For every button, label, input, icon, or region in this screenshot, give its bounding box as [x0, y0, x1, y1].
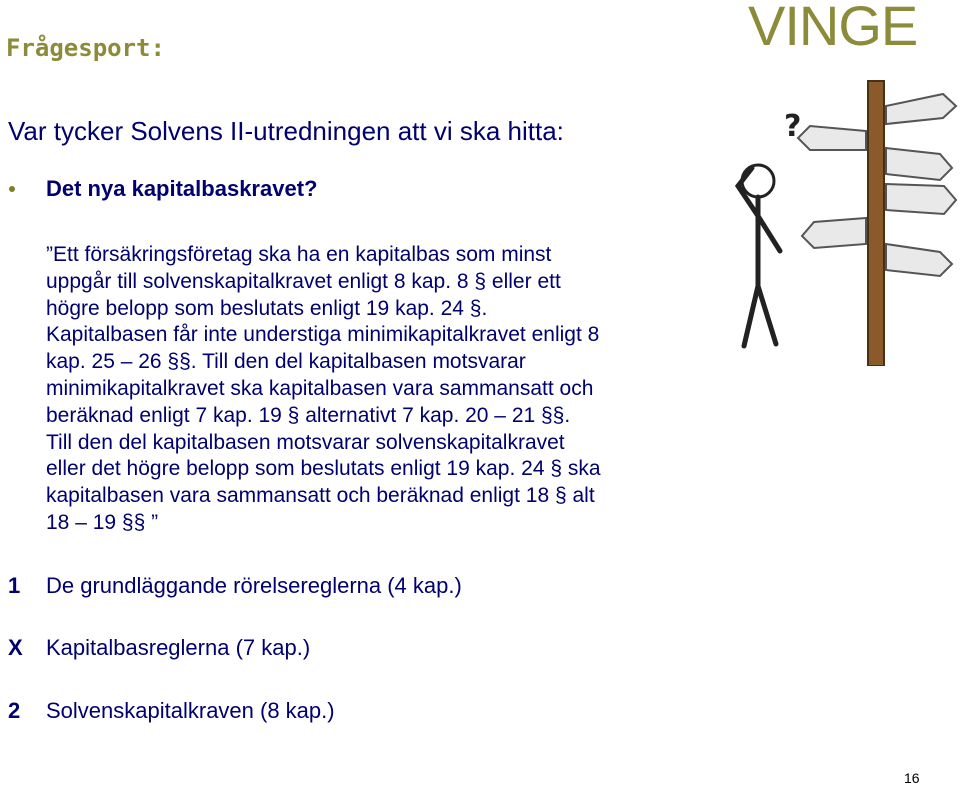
quote-line: ”Ett försäkringsföretag ska ha en kapitalbas som minst	[46, 243, 552, 266]
quote-line: högre belopp som beslutats enligt 19 kap. 24 §.	[46, 296, 488, 320]
svg-text:?: ?	[784, 109, 802, 144]
quote-line: kapitalbasen vara sammansatt och beräknad enligt 18 § alt	[46, 484, 595, 508]
quote-line: eller det högre belopp som beslutats enligt 19 kap. 24 § ska	[46, 457, 601, 481]
slide-title: Frågesport:	[6, 34, 165, 62]
quote-line: Kapitalbasen får inte understiga minimikapitalkravet enligt 8	[46, 323, 600, 347]
quote-block	[46, 242, 701, 537]
vinge-logo: VINGE	[748, 0, 918, 57]
choice-2	[8, 698, 335, 724]
choice-mark: 2	[8, 698, 21, 723]
confused-figure-signpost-illustration	[718, 76, 958, 366]
quote-line: minimikapitalkravet ska kapitalbasen vara sammansatt och	[46, 376, 594, 400]
quote-line: beräknad enligt 7 kap. 19 § alternativt 7 kap. 20 – 21 §§.	[46, 403, 571, 427]
quote-line: uppgår till solvenskapitalkravet enligt 8 kap. 8 § eller ett	[46, 269, 561, 293]
choice-text: De grundläggande rörelsereglerna (4 kap.)	[46, 573, 462, 598]
choice-mark: X	[8, 635, 23, 660]
choice-text: Kapitalbasreglerna (7 kap.)	[46, 635, 311, 660]
choice-x	[8, 635, 310, 661]
quote-line: kap. 25 – 26 §§. Till den del kapitalbasen motsvarar	[46, 350, 526, 374]
quote-line: 18 – 19 §§ ”	[46, 510, 159, 534]
choice-text: Solvenskapitalkraven (8 kap.)	[46, 698, 335, 723]
quote-line: Till den del kapitalbasen motsvarar solvenskapitalkravet	[46, 430, 565, 454]
page-number: 16	[904, 770, 920, 786]
question-heading: Var tycker Solvens II-utredningen att vi ska hitta:	[8, 116, 564, 146]
choice-1	[8, 573, 462, 599]
choice-mark: 1	[8, 573, 21, 598]
bullet-icon	[9, 186, 15, 192]
bullet-question: Det nya kapitalbaskravet?	[46, 176, 318, 201]
